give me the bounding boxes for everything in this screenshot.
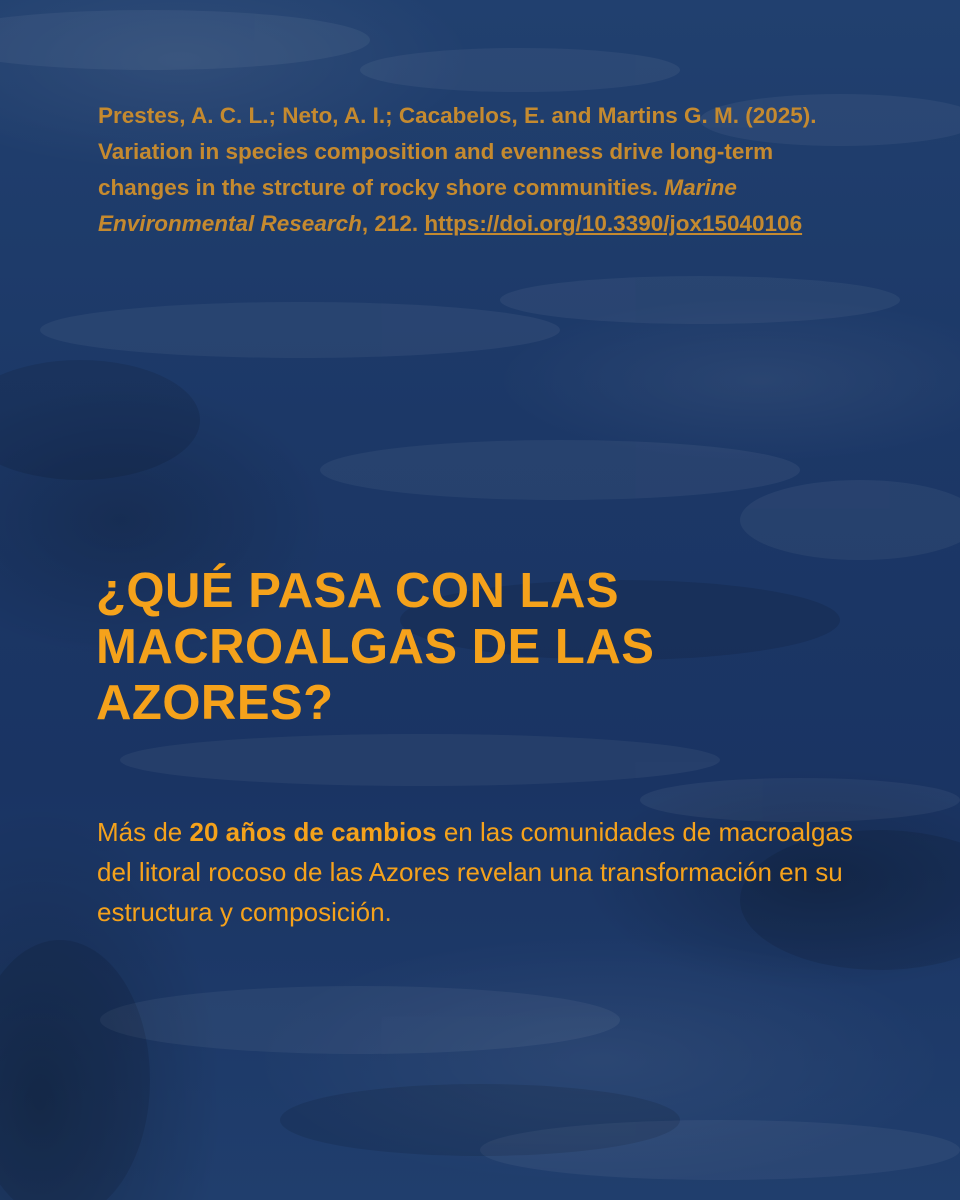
body-prefix: Más de — [97, 817, 183, 847]
citation-reference — [98, 98, 858, 242]
body-suffix: en las comunidades de macroalgas del litoral rocoso de las Azores revelan una transformación en su estructura y composición. — [97, 817, 853, 927]
headline: ¿QUÉ PASA CON LAS MACROALGAS DE LAS AZORES? — [96, 564, 655, 730]
body-highlight: 20 años de cambios — [189, 817, 437, 847]
citation-journal: Marine Environmental Research — [98, 175, 737, 236]
citation-doi-link[interactable]: https://doi.org/10.3390/jox15040106 — [424, 211, 803, 236]
citation-volume: , 212. — [361, 211, 419, 236]
body-text — [97, 812, 877, 932]
citation-authors-title: Prestes, A. C. L.; Neto, A. I.; Cacabelos, E. and Martins G. M. (2025). Variation in species composition and evenness drive long-term changes in the strcture of rocky shore communities. — [98, 103, 817, 200]
